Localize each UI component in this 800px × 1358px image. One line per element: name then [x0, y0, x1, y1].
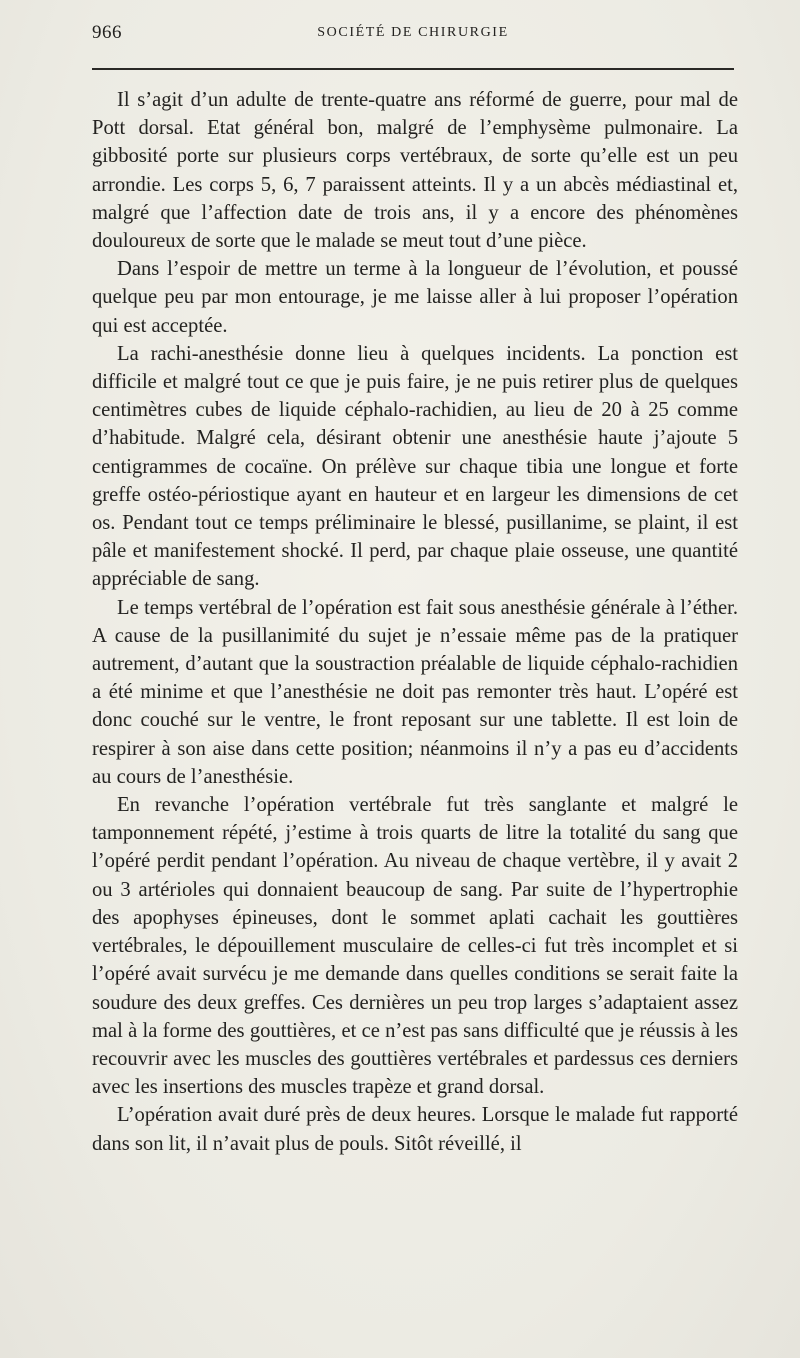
paragraph: En revanche l’opération vertébrale fut très sanglante et malgré le tamponnement répété, j’estime à trois quarts de litre la totalité du sang que l’opéré perdit pendant l’opération. Au niveau de chaque vertèbre, il y avait 2 ou 3 artérioles qui donnaient beaucoup de sang. Par suite de l’hypertrophie des apophyses épineuses, dont le sommet aplati cachait les gouttières vertébrales, le dépouillement musculaire de celles-ci fut très incomplet et si l’opéré avait survécu je me demande dans quelles conditions se serait faite la soudure des deux greffes. Ces dernières un peu trop larges s’adaptaient assez mal à la forme des gouttières, et ce n’est pas sans difficulté que je réussis à les recouvrir avec les muscles des gouttières vertébrales et pardessus ces derniers avec les insertions des muscles trapèze et grand dorsal.: [92, 794, 738, 1099]
running-head: SOCIÉTÉ DE CHIRURGIE: [317, 25, 509, 40]
page-number: 966: [92, 22, 122, 43]
paragraph: Il s’agit d’un adulte de trente-quatre ans réformé de guerre, pour mal de Pott dorsal. Etat général bon, malgré de l’emphysème pulmonaire. La gibbosité porte sur plusieurs corps vertébraux, de sorte qu’elle est un peu arrondie. Les corps 5, 6, 7 paraissent atteints. Il y a un abcès médiastinal et, malgré que l’affection date de trois ans, il y a encore des phénomènes douloureux de sorte que le malade se meut tout d’une pièce.: [92, 89, 738, 253]
paragraph: Dans l’espoir de mettre un terme à la longueur de l’évolution, et poussé quelque peu par mon entourage, je me laisse aller à lui proposer l’opération qui est acceptée.: [92, 258, 738, 337]
page-header: [92, 22, 734, 56]
header-rule: [92, 68, 734, 70]
paragraph: L’opération avait duré près de deux heures. Lorsque le malade fut rapporté dans son lit, il n’avait plus de pouls. Sitôt réveillé, il: [92, 1104, 738, 1155]
paragraph: Le temps vertébral de l’opération est fait sous anesthésie générale à l’éther. A cause de la pusillanimité du sujet je n’essaie même pas de la pratiquer autrement, d’autant que la soustraction préalable de liquide céphalo-rachidien a été minime et que l’anesthésie ne doit pas remonter très haut. L’opéré est donc couché sur le ventre, le front reposant sur une tablette. Il est loin de respirer à son aise dans cette position; néanmoins il n’y a pas eu d’accidents au cours de l’anesthésie.: [92, 596, 738, 788]
paragraph: La rachi-anesthésie donne lieu à quelques incidents. La ponction est difficile et malgré tout ce que je puis faire, je ne puis retirer plus de quelques centimètres cubes de liquide céphalo-rachidien, au lieu de 20 à 25 comme d’habitude. Malgré cela, désirant obtenir une anesthésie haute j’ajoute 5 centigrammes de cocaïne. On prélève sur chaque tibia une longue et forte greffe ostéo-périostique ayant en hauteur et en largeur les dimensions de cet os. Pendant tout ce temps préliminaire le blessé, pusillanime, se plaint, il est pâle et manifestement shocké. Il perd, par chaque plaie osseuse, une quantité appréciable de sang.: [92, 342, 738, 591]
body-text: [92, 86, 738, 1158]
